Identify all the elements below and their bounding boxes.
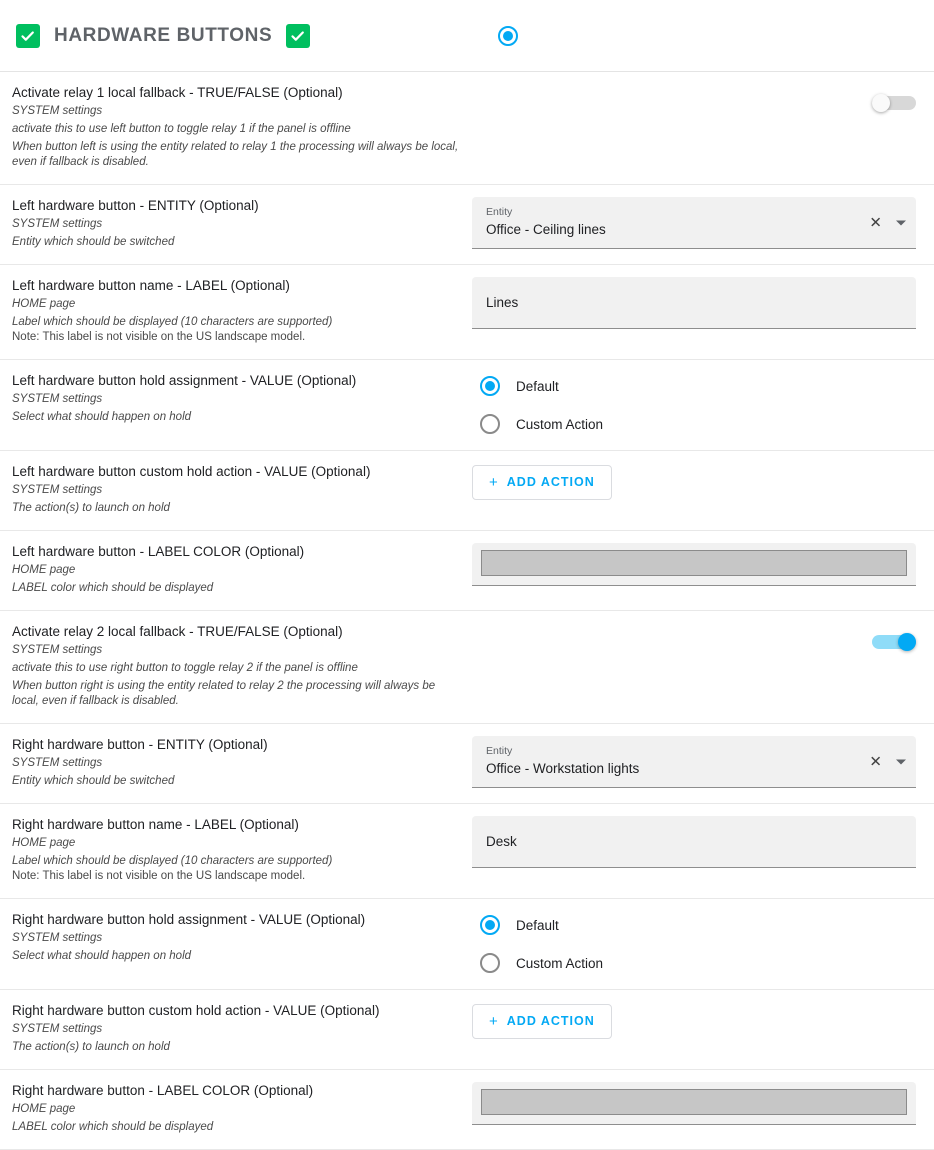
section-header: [0, 0, 934, 72]
setting-scope: SYSTEM settings: [12, 1023, 103, 1035]
setting-description: The action(s) to launch on hold: [12, 1041, 170, 1053]
setting-scope: SYSTEM settings: [12, 644, 103, 656]
setting-description: Label which should be displayed (10 characters are supported): [12, 855, 333, 867]
setting-label-group: [12, 372, 472, 425]
setting-description: Label which should be displayed (10 characters are supported): [12, 316, 333, 328]
chevron-down-icon[interactable]: [896, 220, 906, 225]
setting-label: Activate relay 1 local fallback - TRUE/FALSE (Optional): [12, 85, 343, 100]
toggle-knob: [898, 633, 916, 651]
radio-label: Custom Action: [516, 416, 604, 432]
setting-scope: SYSTEM settings: [12, 105, 103, 117]
setting-label: Left hardware button - ENTITY (Optional): [12, 198, 259, 213]
header-radio-wrap: [498, 26, 518, 46]
right-hold-assignment-radio-group: [472, 911, 603, 975]
setting-scope: SYSTEM settings: [12, 393, 103, 405]
setting-control: [472, 84, 918, 122]
right-label-color-field[interactable]: [472, 1082, 916, 1125]
setting-label: Left hardware button custom hold action - VALUE (Optional): [12, 464, 371, 479]
setting-scope: HOME page: [12, 564, 76, 576]
setting-row: [0, 990, 934, 1070]
setting-control: [472, 543, 918, 586]
setting-label: Right hardware button name - LABEL (Optional): [12, 817, 299, 832]
setting-row: [0, 72, 934, 185]
close-icon[interactable]: ✕: [869, 214, 882, 231]
right-add-action-button[interactable]: [472, 1004, 612, 1039]
setting-control: [472, 463, 918, 501]
setting-control: [472, 197, 918, 249]
setting-control: [472, 372, 918, 436]
toggle-wrap: [472, 633, 918, 651]
button-label: ADD ACTION: [506, 1014, 595, 1028]
field-value: Desk: [486, 833, 517, 849]
color-swatch[interactable]: [481, 1089, 907, 1115]
section-enable-radio[interactable]: [498, 26, 518, 46]
left-label-color-field[interactable]: [472, 543, 916, 586]
setting-description: LABEL color which should be displayed: [12, 582, 214, 594]
setting-control: [472, 623, 918, 661]
setting-label-group: [12, 197, 472, 250]
setting-description: activate this to use right button to toggle relay 2 if the panel is offline: [12, 662, 358, 674]
setting-row: [0, 899, 934, 990]
radio-indicator[interactable]: [480, 953, 500, 973]
setting-label-group: [12, 1002, 472, 1055]
close-icon[interactable]: ✕: [869, 753, 882, 770]
plus-icon: +: [489, 473, 499, 491]
setting-label-group: [12, 463, 472, 516]
plus-icon: +: [489, 1012, 499, 1030]
setting-label: Activate relay 2 local fallback - TRUE/FALSE (Optional): [12, 624, 343, 639]
setting-description: Select what should happen on hold: [12, 950, 192, 962]
check-icon[interactable]: [286, 24, 310, 48]
setting-label-group: [12, 543, 472, 596]
setting-scope: SYSTEM settings: [12, 218, 103, 230]
setting-row: [0, 265, 934, 360]
radio-label: Custom Action: [516, 955, 604, 971]
radio-option-default[interactable]: [480, 376, 603, 396]
setting-description: Entity which should be switched: [12, 236, 175, 248]
setting-description: LABEL color which should be displayed: [12, 1121, 214, 1133]
setting-row: [0, 611, 934, 724]
right-label-input[interactable]: [472, 816, 916, 868]
setting-row: [0, 185, 934, 265]
setting-scope: SYSTEM settings: [12, 484, 103, 496]
field-value: Office - Workstation lights: [486, 761, 640, 776]
setting-control: [472, 816, 918, 868]
left-add-action-button[interactable]: [472, 465, 612, 500]
setting-description: Select what should happen on hold: [12, 411, 192, 423]
color-swatch[interactable]: [481, 550, 907, 576]
setting-label: Left hardware button hold assignment - VALUE (Optional): [12, 373, 357, 388]
setting-label: Right hardware button - LABEL COLOR (Optional): [12, 1083, 314, 1098]
setting-label: Right hardware button hold assignment - VALUE (Optional): [12, 912, 366, 927]
setting-control: [472, 736, 918, 788]
radio-indicator[interactable]: [480, 376, 500, 396]
setting-description-extra: When button left is using the entity related to relay 1 the processing will always be local, even if fallback is disabled.: [12, 141, 459, 168]
relay2-fallback-toggle[interactable]: [872, 633, 916, 651]
setting-scope: HOME page: [12, 1103, 76, 1115]
field-label: Entity: [486, 206, 513, 218]
setting-note: Note: This label is not visible on the US landscape model.: [12, 331, 306, 343]
setting-row: [0, 360, 934, 451]
left-entity-picker[interactable]: [472, 197, 916, 249]
setting-scope: HOME page: [12, 298, 76, 310]
relay1-fallback-toggle[interactable]: [872, 94, 916, 112]
right-entity-picker[interactable]: [472, 736, 916, 788]
setting-label-group: [12, 816, 472, 884]
setting-row: [0, 531, 934, 611]
setting-description: Entity which should be switched: [12, 775, 175, 787]
setting-scope: SYSTEM settings: [12, 757, 103, 769]
setting-label: Left hardware button name - LABEL (Optional): [12, 278, 290, 293]
setting-label: Right hardware button custom hold action - VALUE (Optional): [12, 1003, 380, 1018]
setting-label-group: [12, 277, 472, 345]
setting-description-extra: When button right is using the entity related to relay 2 the processing will always be local, even if fallback is disabled.: [12, 680, 436, 707]
field-icons: [869, 754, 906, 769]
setting-control: [472, 911, 918, 975]
radio-indicator[interactable]: [480, 414, 500, 434]
check-icon[interactable]: [16, 24, 40, 48]
radio-label: Default: [516, 917, 559, 933]
setting-note: Note: This label is not visible on the US landscape model.: [12, 870, 306, 882]
page-title: HARDWARE BUTTONS: [54, 24, 273, 46]
setting-control: [472, 1082, 918, 1125]
toggle-knob: [872, 94, 890, 112]
radio-option-custom-action[interactable]: [480, 414, 603, 434]
setting-row: [0, 804, 934, 899]
setting-scope: SYSTEM settings: [12, 932, 103, 944]
radio-indicator[interactable]: [480, 915, 500, 935]
radio-option-default[interactable]: [480, 915, 603, 935]
setting-scope: HOME page: [12, 837, 76, 849]
setting-label-group: [12, 736, 472, 789]
setting-control: [472, 277, 918, 329]
setting-description: The action(s) to launch on hold: [12, 502, 170, 514]
setting-label: Right hardware button - ENTITY (Optional): [12, 737, 268, 752]
setting-row: [0, 1070, 934, 1150]
left-label-input[interactable]: [472, 277, 916, 329]
button-label: ADD ACTION: [506, 475, 595, 489]
field-label: Entity: [486, 745, 513, 757]
setting-label-group: [12, 84, 472, 170]
setting-control: [472, 1002, 918, 1040]
setting-row: [0, 451, 934, 531]
setting-label-group: [12, 623, 472, 709]
radio-option-custom-action[interactable]: [480, 953, 603, 973]
setting-description: activate this to use left button to toggle relay 1 if the panel is offline: [12, 123, 351, 135]
field-icons: [869, 215, 906, 230]
chevron-down-icon[interactable]: [896, 759, 906, 764]
toggle-wrap: [472, 94, 918, 112]
left-hold-assignment-radio-group: [472, 372, 603, 436]
setting-label: Left hardware button - LABEL COLOR (Optional): [12, 544, 305, 559]
setting-label-group: [12, 911, 472, 964]
radio-label: Default: [516, 378, 559, 394]
field-value: Lines: [486, 294, 519, 310]
setting-label-group: [12, 1082, 472, 1135]
field-value: Office - Ceiling lines: [486, 222, 606, 237]
setting-row: [0, 724, 934, 804]
